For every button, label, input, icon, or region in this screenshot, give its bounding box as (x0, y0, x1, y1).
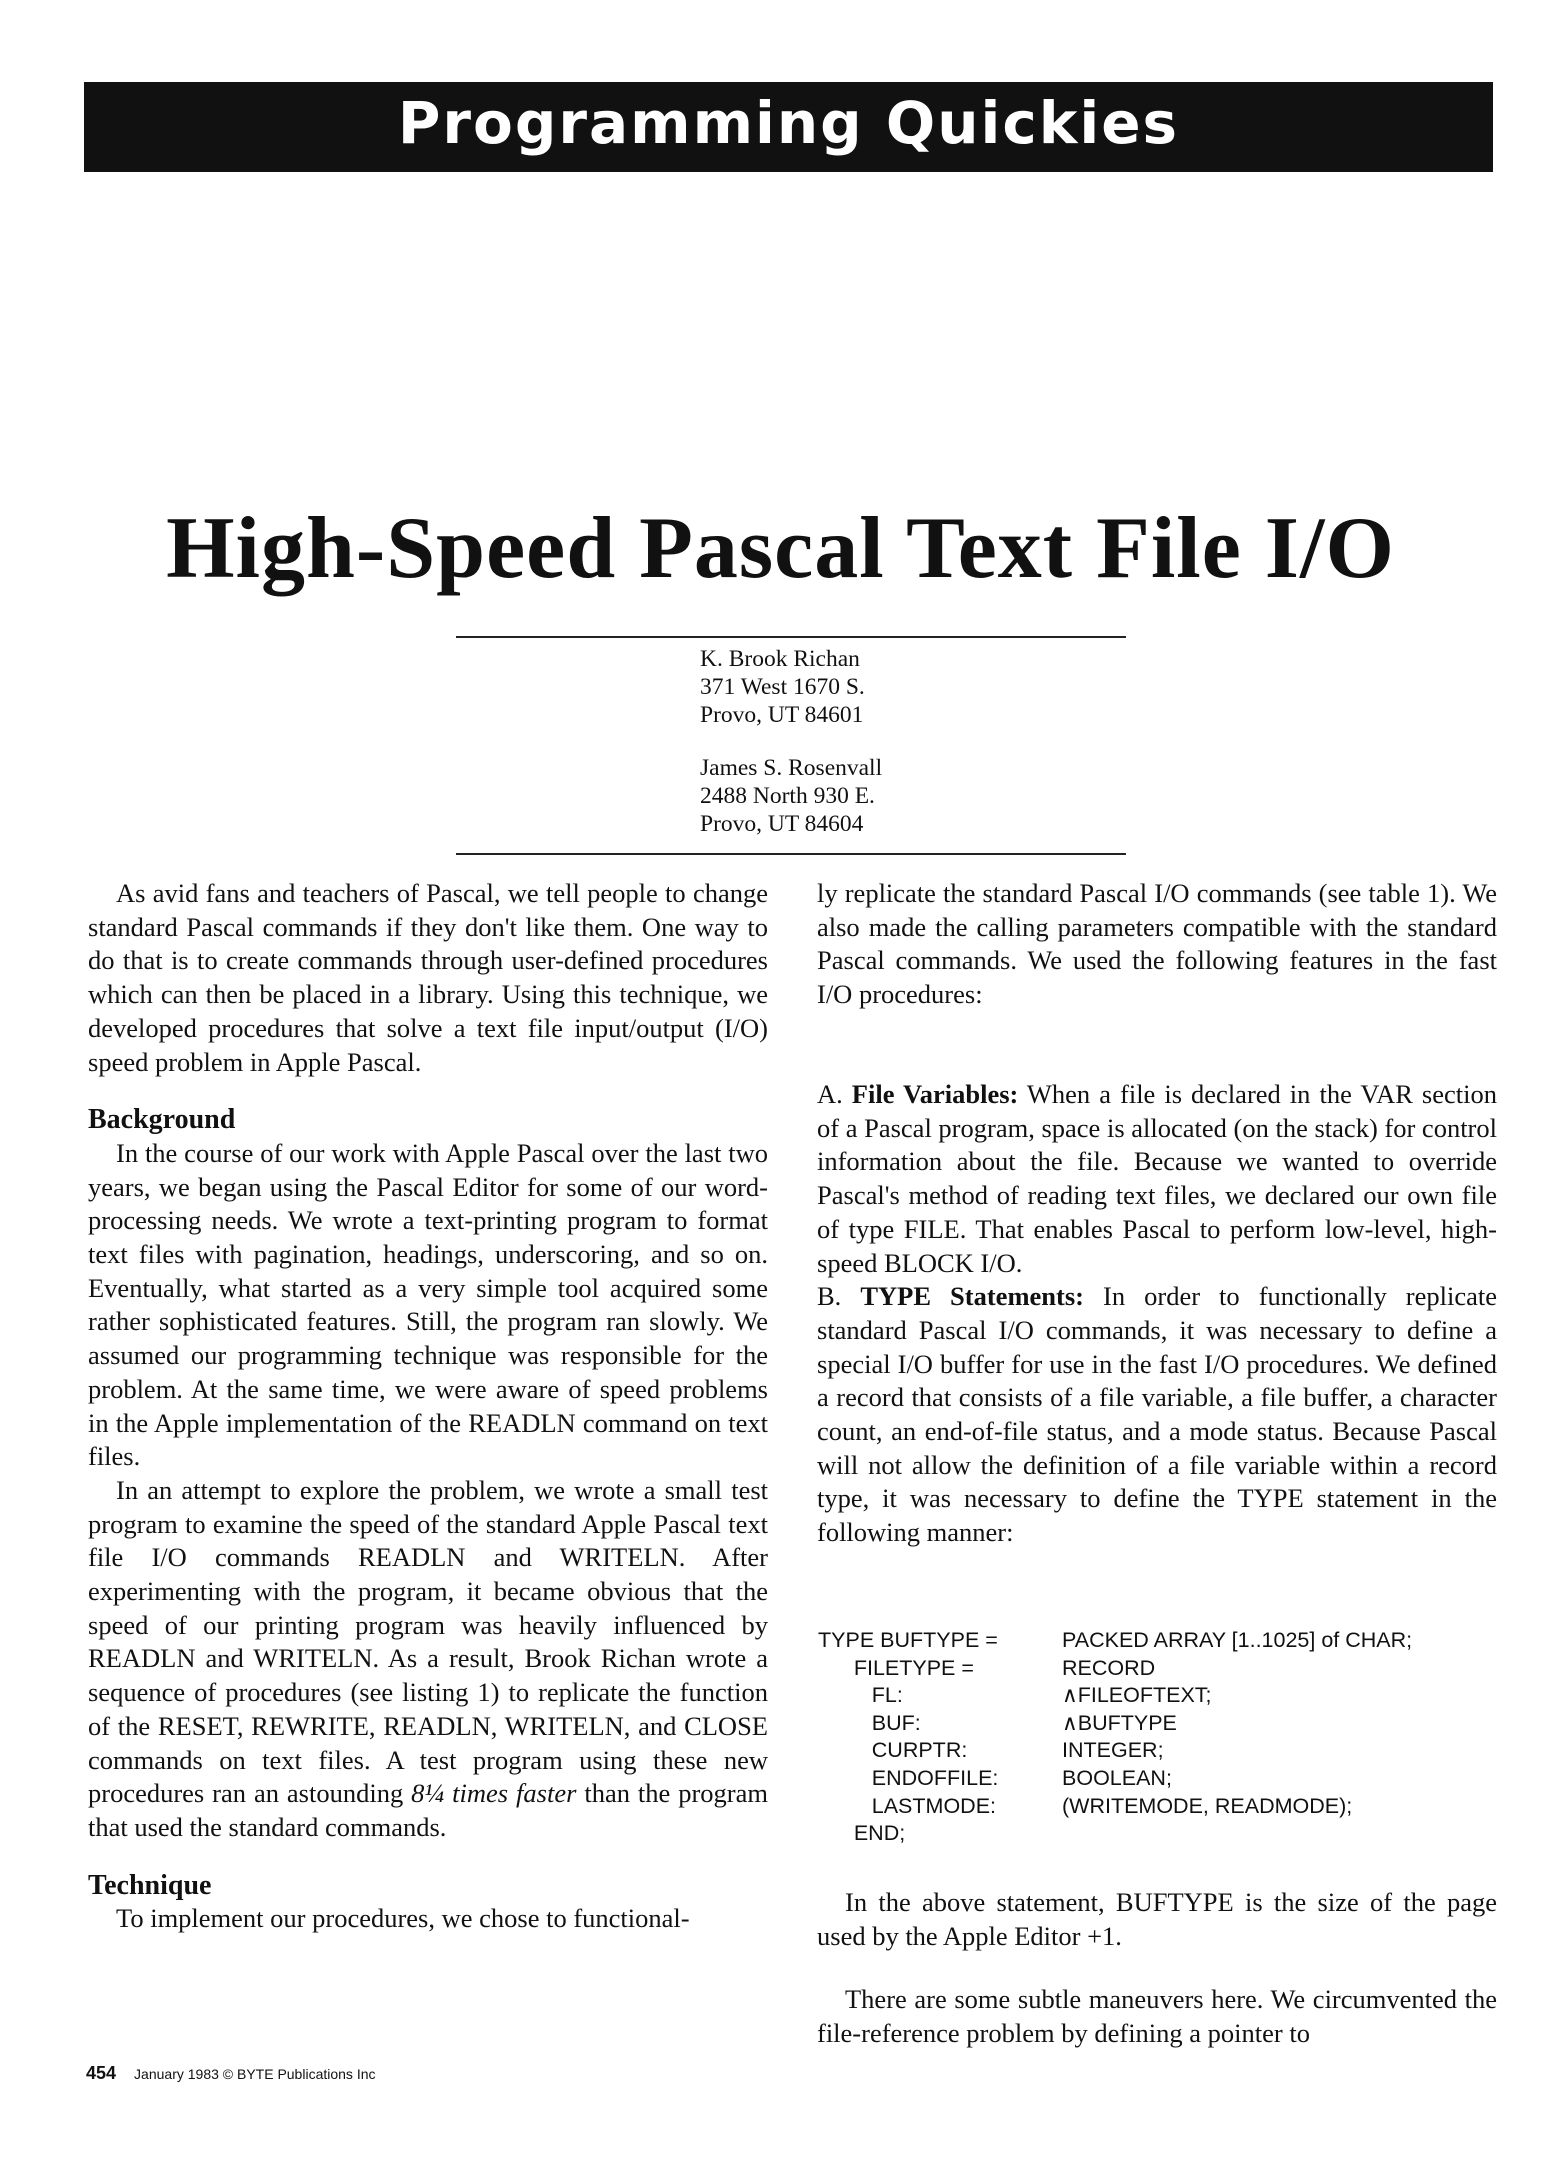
feature-b: B. TYPE Statements: In order to functionally replicate standard Pascal I/O commands, it was necessary to define a special I/O buffer for use in the fast I/O procedures. We defined a record that consists of a file variable, a file buffer, a character count, an end-of-file status, and a mode status. Because Pascal will not allow the definition of a file variable within a record type, it was necessary to define the TYPE statement in the following manner: (817, 1281, 1497, 1548)
after-code-paragraph: In the above statement, BUFTYPE is the size of the page used by the Apple Editor +1. (817, 1887, 1497, 1951)
title-rule-top (456, 636, 1126, 638)
intro-paragraph: As avid fans and teachers of Pascal, we tell people to change standard Pascal commands if they don't like them. One way to do that is to create commands through user-defined procedures which can then be placed in a library. Using this technique, we developed procedures that solve a text file input/output (I/O) speed problem in Apple Pascal. (88, 878, 768, 1077)
right-column-after-code (817, 1886, 1497, 1953)
footer-info: January 1983 © BYTE Publications Inc (134, 2066, 376, 2082)
speed-emphasis: 8¼ times faster (411, 1778, 577, 1809)
left-column (88, 877, 768, 1936)
background-paragraph-1: In the course of our work with Apple Pascal over the last two years, we began using the Pascal Editor for some of our word-processing needs. We wrote a text-printing program to format text files with pagination, headings, underscoring, and so on. Eventually, what started as a very simple tool acquired some rather sophisticated features. Still, the program ran slowly. We assumed our programming technique was responsible for the problem. At the same time, we were aware of speed problems in the Apple implementation of the READLN command on text files. (88, 1137, 768, 1472)
right-column-top (817, 877, 1497, 1012)
code-line: CURPTR: INTEGER; (818, 1738, 1164, 1763)
author-street: 2488 North 930 E. (700, 783, 875, 809)
code-line: END; (818, 1821, 906, 1846)
code-line: FL: ∧FILEOFTEXT; (818, 1683, 1212, 1708)
author-2 (700, 754, 882, 838)
code-line: FILETYPE = RECORD (818, 1655, 1156, 1680)
technique-paragraph: To implement our procedures, we chose to functional- (116, 1903, 690, 1934)
author-1 (700, 645, 882, 729)
subtle-paragraph: There are some subtle maneuvers here. We circumvented the file-reference problem by defining a pointer to (817, 1984, 1497, 2048)
author-name: James S. Rosenvall (700, 755, 883, 781)
author-city: Provo, UT 84601 (700, 702, 864, 728)
author-list (700, 645, 882, 863)
right-column-bottom (817, 1983, 1497, 2050)
code-line: LASTMODE: (WRITEMODE, READMODE); (818, 1793, 1353, 1818)
feature-a: A. File Variables: When a file is declared in the VAR section of a Pascal program, space is allocated (on the stack) for control information about the file. Because we wanted to override Pascal's method of reading text files, we declared our own file of type FILE. That enables Pascal to perform low-level, high-speed BLOCK I/O. (817, 1079, 1497, 1278)
page-number: 454 (86, 2063, 117, 2083)
title-rule-bottom (456, 853, 1126, 855)
banner-title: Programming Quickies (397, 89, 1180, 157)
background-paragraph-2: In an attempt to explore the problem, we wrote a small test program to examine the speed of the standard Apple Pascal text file I/O commands READLN and WRITELN. After experimenting with the program, it became obvious that the speed of our printing program was heavily influenced by READLN and WRITELN. As a result, Brook Richan wrote a sequence of procedures (see listing 1) to replicate the function of the RESET, REWRITE, READLN, WRITELN, and CLOSE commands on text files. A test program using these new procedures ran an astounding 8¼ times faster than the program that used the standard commands. (88, 1474, 768, 1842)
section-banner (84, 82, 1493, 172)
technique-heading: Technique (88, 1869, 212, 1901)
author-city: Provo, UT 84604 (700, 811, 864, 837)
page-footer (86, 2063, 376, 2084)
right-column-features (817, 1078, 1497, 1550)
continued-paragraph: ly replicate the standard Pascal I/O commands (see table 1). We also made the calling parameters compatible with the standard Pascal commands. We used the following features in the fast I/O procedures: (817, 878, 1497, 1010)
background-heading: Background (88, 1104, 236, 1136)
code-line: BUF: ∧BUFTYPE (818, 1710, 1177, 1735)
type-code-listing (818, 1627, 1412, 1848)
author-street: 371 West 1670 S. (700, 674, 865, 700)
code-line: TYPE BUFTYPE = PACKED ARRAY [1..1025] of CHAR; (818, 1628, 1413, 1652)
article-title: High-Speed Pascal Text File I/O (166, 500, 1395, 597)
author-name: K. Brook Richan (700, 646, 860, 672)
code-line: ENDOFFILE: BOOLEAN; (818, 1765, 1172, 1790)
